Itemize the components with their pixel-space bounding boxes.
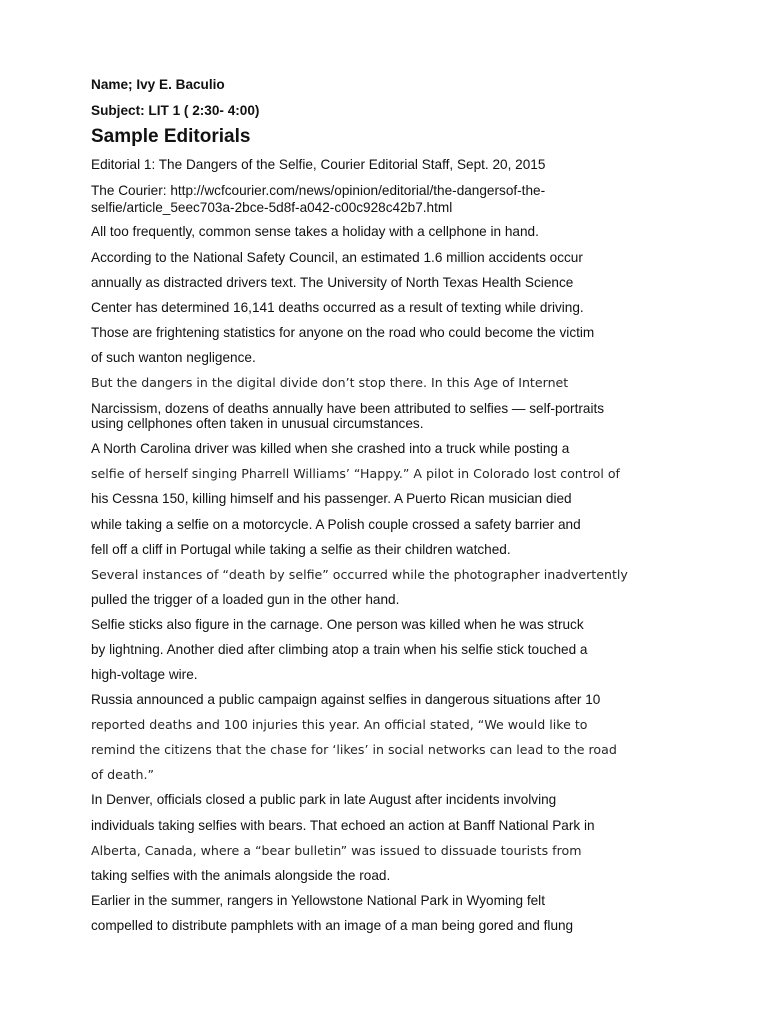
body-line: compelled to distribute pamphlets with an image of a man being gored and flung bbox=[91, 918, 574, 933]
body-line: Several instances of “death by selfie” occurred while the photographer inadvertently bbox=[91, 567, 628, 582]
body-line: of death.” bbox=[91, 767, 155, 782]
source-url-line-1: The Courier: http://wcfcourier.com/news/opinion/editorial/the-dangersof-the- bbox=[91, 183, 546, 198]
body-line: Earlier in the summer, rangers in Yellowstone National Park in Wyoming felt bbox=[91, 893, 545, 908]
body-line: fell off a cliff in Portugal while taking a selfie as their children watched. bbox=[91, 542, 511, 557]
body-line: taking selfies with the animals alongside the road. bbox=[91, 868, 391, 883]
body-line: pulled the trigger of a loaded gun in the other hand. bbox=[91, 592, 400, 607]
source-url-line-2: selfie/article_5eec703a-2bce-5d8f-a042-c00c928c42b7.html bbox=[91, 200, 453, 215]
body-line: Alberta, Canada, where a “bear bulletin” was issued to dissuade tourists from bbox=[91, 843, 582, 858]
body-line: while taking a selfie on a motorcycle. A Polish couple crossed a safety barrier and bbox=[91, 517, 581, 532]
subject-line: Subject: LIT 1 ( 2:30- 4:00) bbox=[91, 103, 260, 118]
body-line: All too frequently, common sense takes a holiday with a cellphone in hand. bbox=[91, 224, 539, 239]
body-line: According to the National Safety Council, an estimated 1.6 million accidents occur bbox=[91, 250, 583, 265]
body-line: high-voltage wire. bbox=[91, 667, 198, 682]
body-line: reported deaths and 100 injuries this year. An official stated, “We would like to bbox=[91, 717, 588, 732]
body-line: In Denver, officials closed a public park in late August after incidents involving bbox=[91, 792, 557, 807]
editorial-citation: Editorial 1: The Dangers of the Selfie, Courier Editorial Staff, Sept. 20, 2015 bbox=[91, 157, 546, 172]
student-name: Name; Ivy E. Baculio bbox=[91, 77, 225, 92]
body-line: individuals taking selfies with bears. That echoed an action at Banff National Park in bbox=[91, 818, 595, 833]
body-line: selfie of herself singing Pharrell Williams’ “Happy.” A pilot in Colorado lost control of bbox=[91, 466, 620, 481]
body-line: remind the citizens that the chase for ‘likes’ in social networks can lead to the road bbox=[91, 742, 617, 757]
body-line: of such wanton negligence. bbox=[91, 350, 256, 365]
body-line: Russia announced a public campaign against selfies in dangerous situations after 10 bbox=[91, 692, 601, 707]
page-title: Sample Editorials bbox=[91, 126, 251, 147]
body-line: Center has determined 16,141 deaths occurred as a result of texting while driving. bbox=[91, 300, 584, 315]
body-line: A North Carolina driver was killed when she crashed into a truck while posting a bbox=[91, 441, 570, 456]
body-line: Narcissism, dozens of deaths annually have been attributed to selfies — self-portraits bbox=[91, 401, 605, 416]
body-line: by lightning. Another died after climbing atop a train when his selfie stick touched a bbox=[91, 642, 588, 657]
body-line: using cellphones often taken in unusual circumstances. bbox=[91, 416, 424, 431]
body-line: Selfie sticks also figure in the carnage. One person was killed when he was struck bbox=[91, 617, 584, 632]
body-line: But the dangers in the digital divide don’t stop there. In this Age of Internet bbox=[91, 375, 569, 390]
body-line: Those are frightening statistics for anyone on the road who could become the victim bbox=[91, 325, 595, 340]
body-line: annually as distracted drivers text. The University of North Texas Health Science bbox=[91, 275, 574, 290]
body-line: his Cessna 150, killing himself and his passenger. A Puerto Rican musician died bbox=[91, 491, 572, 506]
